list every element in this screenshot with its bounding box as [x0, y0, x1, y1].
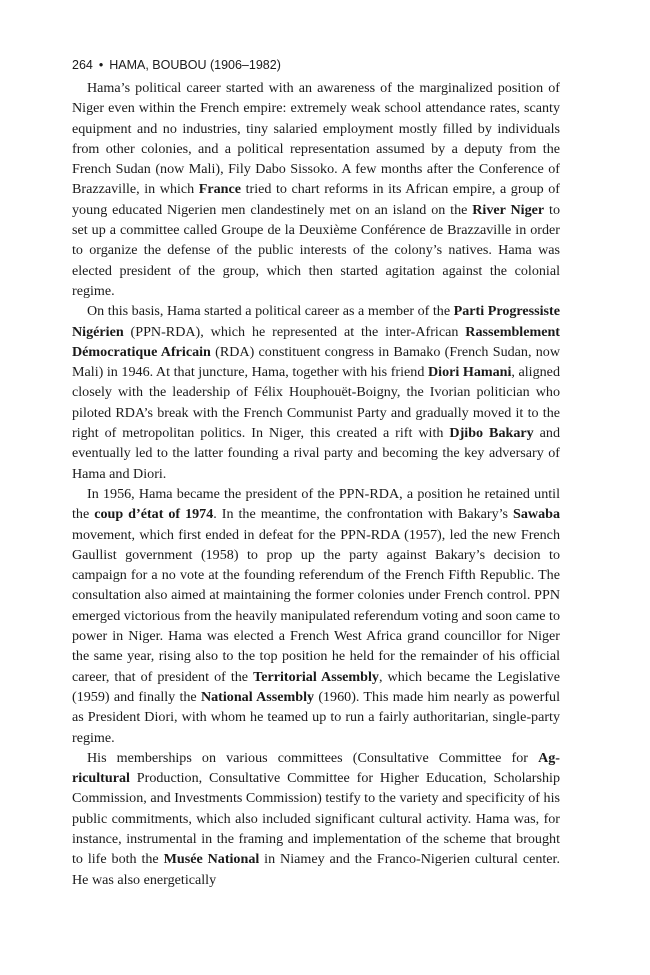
text-run: His memberships on various committees (Consultative Committee for [87, 749, 539, 766]
bold-term: Musée National [163, 851, 260, 868]
text-run: and eventually led to the latter founding a rival party and becoming the key adversary of Hama and Diori. [72, 425, 561, 482]
bold-term: River Niger [472, 201, 545, 218]
text-run: (RDA) constituent congress in Bamako (French Sudan, now Mali) in 1946. At that juncture, Hama, together with his friend [72, 343, 561, 381]
bold-term: France [198, 181, 242, 198]
book-page [72, 56, 560, 890]
bold-term: coup d’état of 1974 [94, 506, 214, 523]
entry-title: HAMA, BOUBOU (1906–1982) [109, 58, 281, 72]
text-run: (PPN-RDA), which he represented at the inter-African [123, 323, 466, 340]
text-run: , aligned closely with the leadership of Félix Houphouët-Boigny, the Ivorian politician who piloted RDA’s break with the French Communist Party and gradually moved it to the right of metropolitan politics. In Niger, this created a rift with [72, 364, 560, 442]
text-run: tried to chart reforms in its African empire, a group of young educated Nigerien men clandestinely met on an island on the [72, 181, 560, 218]
bold-term: Diori Hamani [427, 364, 512, 381]
text-run: to set up a committee called Groupe de la Deuxième Conférence de Brazzaville in order to organize the defense of the public interests of the colony’s natives. Hama was elected president of the group, which then started agitation against the colonial regime. [72, 201, 560, 299]
paragraph [72, 484, 560, 748]
bold-term: Rassemblement Démocratique Africain [72, 323, 560, 360]
page-number: 264 [72, 58, 93, 72]
text-run: , which became the Legislative (1959) and finally the [72, 668, 560, 705]
bold-term: Agricultural [72, 749, 560, 787]
bold-term: Parti Progressiste Nigérien [72, 303, 560, 340]
text-run: (1960). This made him nearly as powerful as President Diori, with whom he teamed up to run a fairly authoritarian, single-party regime. [72, 688, 561, 746]
paragraph [72, 748, 560, 890]
text-run: . In the meantime, the confrontation with Bakary’s [213, 506, 513, 523]
entry-body [72, 78, 560, 890]
text-run: In 1956, Hama became the president of the PPN-RDA, a position he retained until the [72, 485, 560, 523]
bold-term: Djibo Bakary [449, 425, 534, 442]
bold-term: National Assembly [200, 688, 315, 705]
text-run: Production, Consultative Committee for Higher Education, Scholarship Commission, and Investments Commission) testify to the variety and specificity of his public commitments, which also included significant cultural activity. Hama was, for instance, instrumental in the framing and implementation of the scheme that brought to life both the [72, 770, 560, 868]
separator-bullet: • [98, 58, 104, 72]
text-run: On this basis, Hama started a political career as a member of the [87, 303, 454, 320]
paragraph [72, 78, 560, 301]
running-head [72, 56, 560, 78]
bold-term: Sawaba [513, 506, 560, 523]
paragraph [72, 301, 560, 484]
bold-term: Territorial Assembly [253, 668, 379, 685]
text-run: in Niamey and the Franco-Nigerien cultural center. He was also energetically [72, 851, 560, 888]
text-run: movement, which first ended in defeat for the PPN-RDA (1957), led the new French Gaullist government (1958) to prop up the party against Bakary’s decision to campaign for a no vote at the founding referendum of the French Fifth Republic. The consultation also aimed at maintaining the former colonies under French control. PPN emerged victorious from the heavily manipulated referendum voting and soon came to power in Niger. Hama was elected a French West Africa grand councillor for Niger the same year, rising also to the top position he held for the remainder of his official career, that of president of the [72, 526, 560, 685]
text-run: Hama’s political career started with an awareness of the marginalized position of Niger even within the French empire: extremely weak school attendance rates, scanty equipment and no industries, tiny salaried employment mostly filled by individuals from other colonies, and a political representation assumed by a deputy from the French Sudan (now Mali), Fily Dabo Sissoko. A few months after the Conference of Brazzaville, in which [72, 80, 560, 198]
